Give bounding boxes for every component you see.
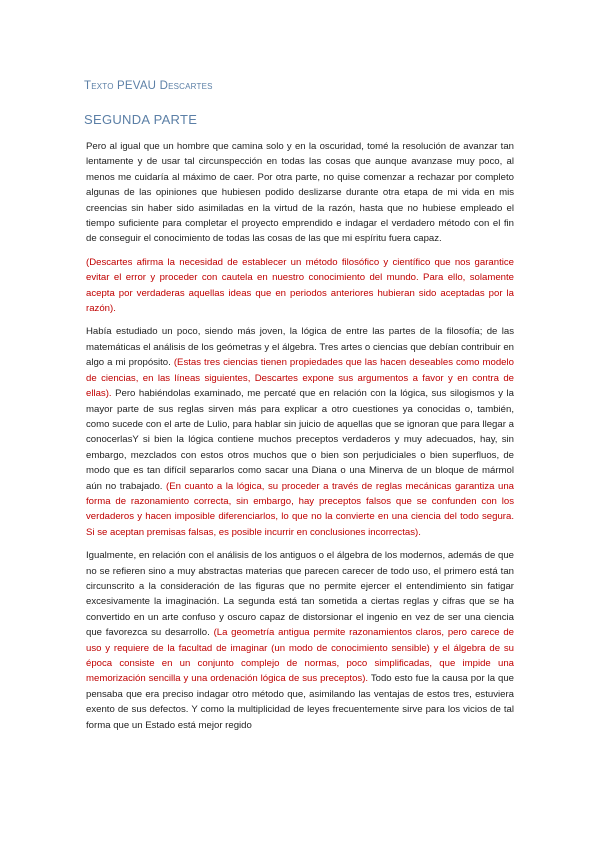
commentary-text: (Estas tres ciencias tienen propiedades que las hacen deseables como modelo de ciencias, en las líneas siguientes, Descartes expone sus argumentos a favor y en contra de ellas). bbox=[86, 357, 514, 400]
document-header: Texto PEVAU Descartes bbox=[84, 80, 213, 92]
paragraph-4 bbox=[86, 548, 514, 733]
commentary-text: (Descartes afirma la necesidad de establecer un método filosófico y científico que nos garantice evitar el error y proceder con cautela en nuestro conocimiento del mundo. Para ello, solamente acepta por verdaderas aquellas ideas que en periodos anteriores hubieran sido aceptadas por la razón). bbox=[86, 256, 514, 315]
commentary-text: (La geometría antigua permite razonamientos claros, pero carece de uso y requiere de la facultad de imaginar (un modo de conocimiento sensible) y el álgebra de su época consiste en un conjunto complejo de normas, poco simplificadas, que impide una memorización sencilla y una ordenación lógica de sus preceptos). bbox=[86, 627, 515, 685]
quote-text: Pero habiéndolas examinado, me percaté que en relación con la lógica, sus silogismos y la mayor parte de sus reglas sirven más para explicar a otro cuestiones ya conocidas o, también, como sucede con el arte de Lulio, para hablar sin juicio de aquellas que se ignoran que para llegar a conocerlasY si bien la lógica contiene muchos preceptos verdaderos y muy adecuados, hay, sin embargo, mezclados con estos otros muchos que o bien son perjudiciales o bien superfluos, de modo que es tan difícil separarlos como sacar una Diana o una Minerva de un bloque de mármol aún no trabajado. bbox=[86, 388, 514, 492]
paragraph-1 bbox=[86, 139, 514, 247]
quote-text: Todo esto fue la causa por la que pensaba que era preciso indagar otro método que, asimilando las ventajas de estos tres, estuviera exento de sus defectos. Y como la multiplicidad de leyes frecuentemente sirve para los vicios de tal forma que un Estado está mejor regido bbox=[86, 673, 514, 731]
quote-text: Igualmente, en relación con el análisis de los antiguos o el álgebra de los modernos, además de que no se refieren sino a muy abstractas materias que parecen carecer de todo uso, el primero está tan circunscrito a la consideración de las figuras que no permite ejercer el entendimiento sin fatigar excesivamente la imaginación. La segunda está tan sometida a ciertas reglas y cifras que se ha convertido en un arte confuso y oscuro capaz de distorsionar el ingenio en vez de ser una ciencia que favorezca su desarrollo. bbox=[86, 550, 514, 639]
section-title: SEGUNDA PARTE bbox=[84, 112, 198, 127]
paragraph-3 bbox=[86, 324, 514, 540]
quote-text: Pero al igual que un hombre que camina solo y en la oscuridad, tomé la resolución de avanzar tan lentamente y de usar tal circunspección en todas las cosas que aunque avanzase muy poco, al menos me cuidaría al máximo de caer. Por otra parte, no quise comenzar a rechazar por completo algunas de las opiniones que hubiesen podido deslizarse durante otra etapa de mi vida en mis creencias sin haber sido asimiladas en la virtud de la razón, hasta que no hubiese empleado el tiempo suficiente para completar el proyecto emprendido e indagar el verdadero método con el fin de conseguir el conocimiento de todas las cosas de las que mi espíritu fuera capaz. bbox=[86, 141, 514, 245]
commentary-text: (En cuanto a la lógica, su proceder a través de reglas mecánicas garantiza una forma de razonamiento correcta, sin embargo, hay preceptos falsos que se confunden con los verdaderos y hacen imposible diferenciarlos, lo que no la convierte en una ciencia del todo segura. Si se aceptan premisas falsas, es posible incurrir en conclusiones incorrectas). bbox=[86, 480, 514, 538]
paragraph-2-commentary bbox=[86, 255, 514, 317]
document-body bbox=[86, 139, 514, 741]
quote-text: Había estudiado un poco, siendo más joven, la lógica de entre las partes de la filosofía; de las matemáticas el análisis de los geómetras y el álgebra. Tres artes o ciencias que debían contribuir en algo a mi propósito. bbox=[86, 326, 514, 369]
